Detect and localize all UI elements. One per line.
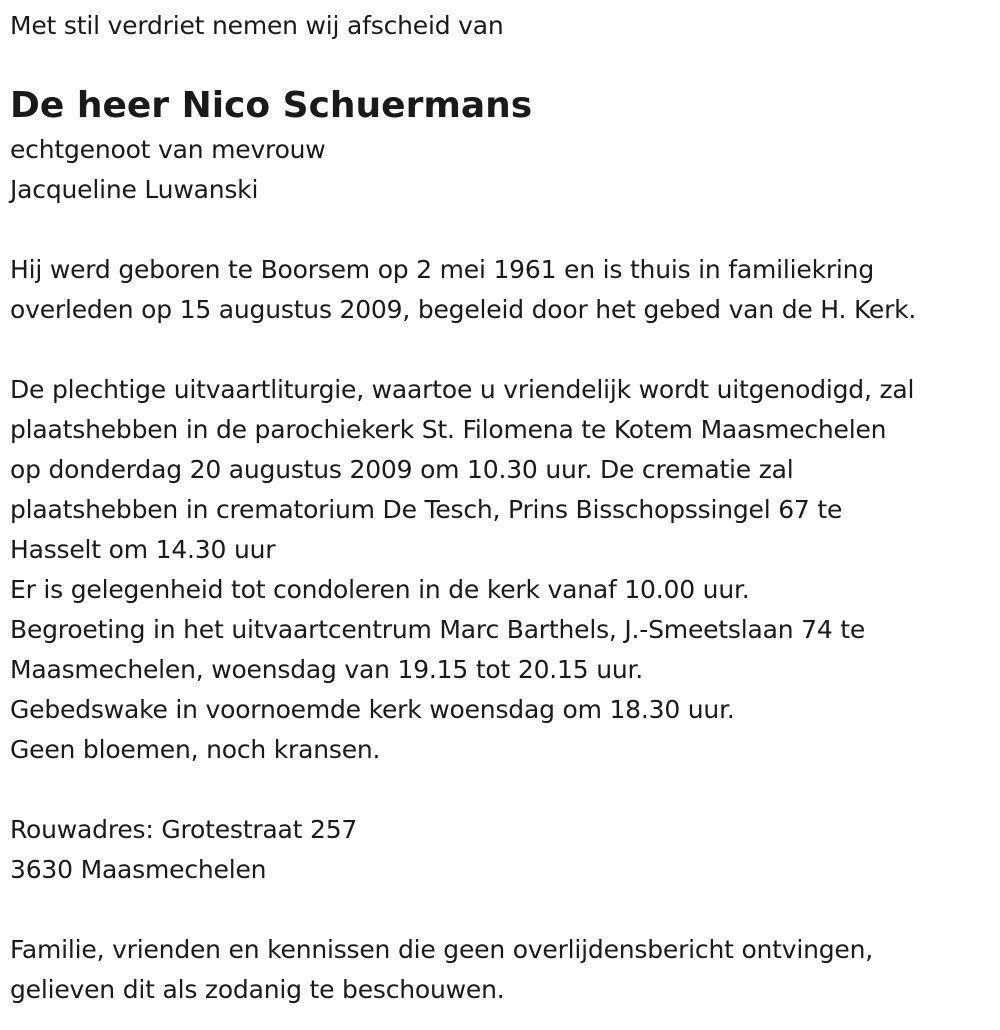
ceremony-block bbox=[10, 370, 990, 770]
ceremony-line: plaatshebben in de parochiekerk St. Filomena te Kotem Maasmechelen bbox=[10, 415, 887, 444]
ceremony-line: Er is gelegenheid tot condoleren in de kerk vanaf 10.00 uur. bbox=[10, 575, 750, 604]
ceremony-line: Hasselt om 14.30 uur bbox=[10, 535, 276, 564]
closing-block bbox=[10, 930, 990, 1010]
ceremony-line: Begroeting in het uitvaartcentrum Marc Barthels, J.-Smeetslaan 74 te bbox=[10, 615, 866, 644]
address-line: Rouwadres: Grotestraat 257 bbox=[10, 815, 358, 844]
spacer bbox=[10, 890, 990, 930]
birth-line: Hij werd geboren te Boorsem op 2 mei 1961 en is thuis in familiekring bbox=[10, 255, 874, 284]
spouse-line: Jacqueline Luwanski bbox=[10, 175, 259, 204]
intro-text: Met stil verdriet nemen wij afscheid van bbox=[10, 11, 504, 40]
ceremony-line: Gebedswake in voornoemde kerk woensdag om 18.30 uur. bbox=[10, 695, 735, 724]
closing-line: Familie, vrienden en kennissen die geen overlijdensbericht ontvingen, bbox=[10, 935, 874, 964]
ceremony-line: op donderdag 20 augustus 2009 om 10.30 uur. De crematie zal bbox=[10, 455, 794, 484]
deceased-name: De heer Nico Schuermans bbox=[10, 85, 533, 126]
ceremony-line: Maasmechelen, woensdag van 19.15 tot 20.15 uur. bbox=[10, 655, 644, 684]
birth-block bbox=[10, 250, 990, 330]
ceremony-line: Geen bloemen, noch kransen. bbox=[10, 735, 381, 764]
spouse-line: echtgenoot van mevrouw bbox=[10, 135, 326, 164]
spouse-block bbox=[10, 130, 990, 210]
spacer bbox=[10, 330, 990, 370]
ceremony-line: plaatshebben in crematorium De Tesch, Prins Bisschopssingel 67 te bbox=[10, 495, 843, 524]
spacer bbox=[10, 210, 990, 250]
address-block bbox=[10, 810, 990, 890]
ceremony-line: De plechtige uitvaartliturgie, waartoe u vriendelijk wordt uitgenodigd, zal bbox=[10, 375, 915, 404]
closing-line: gelieven dit als zodanig te beschouwen. bbox=[10, 975, 505, 1004]
birth-line: overleden op 15 augustus 2009, begeleid door het gebed van de H. Kerk. bbox=[10, 295, 917, 324]
address-line: 3630 Maasmechelen bbox=[10, 855, 267, 884]
spacer bbox=[10, 770, 990, 810]
